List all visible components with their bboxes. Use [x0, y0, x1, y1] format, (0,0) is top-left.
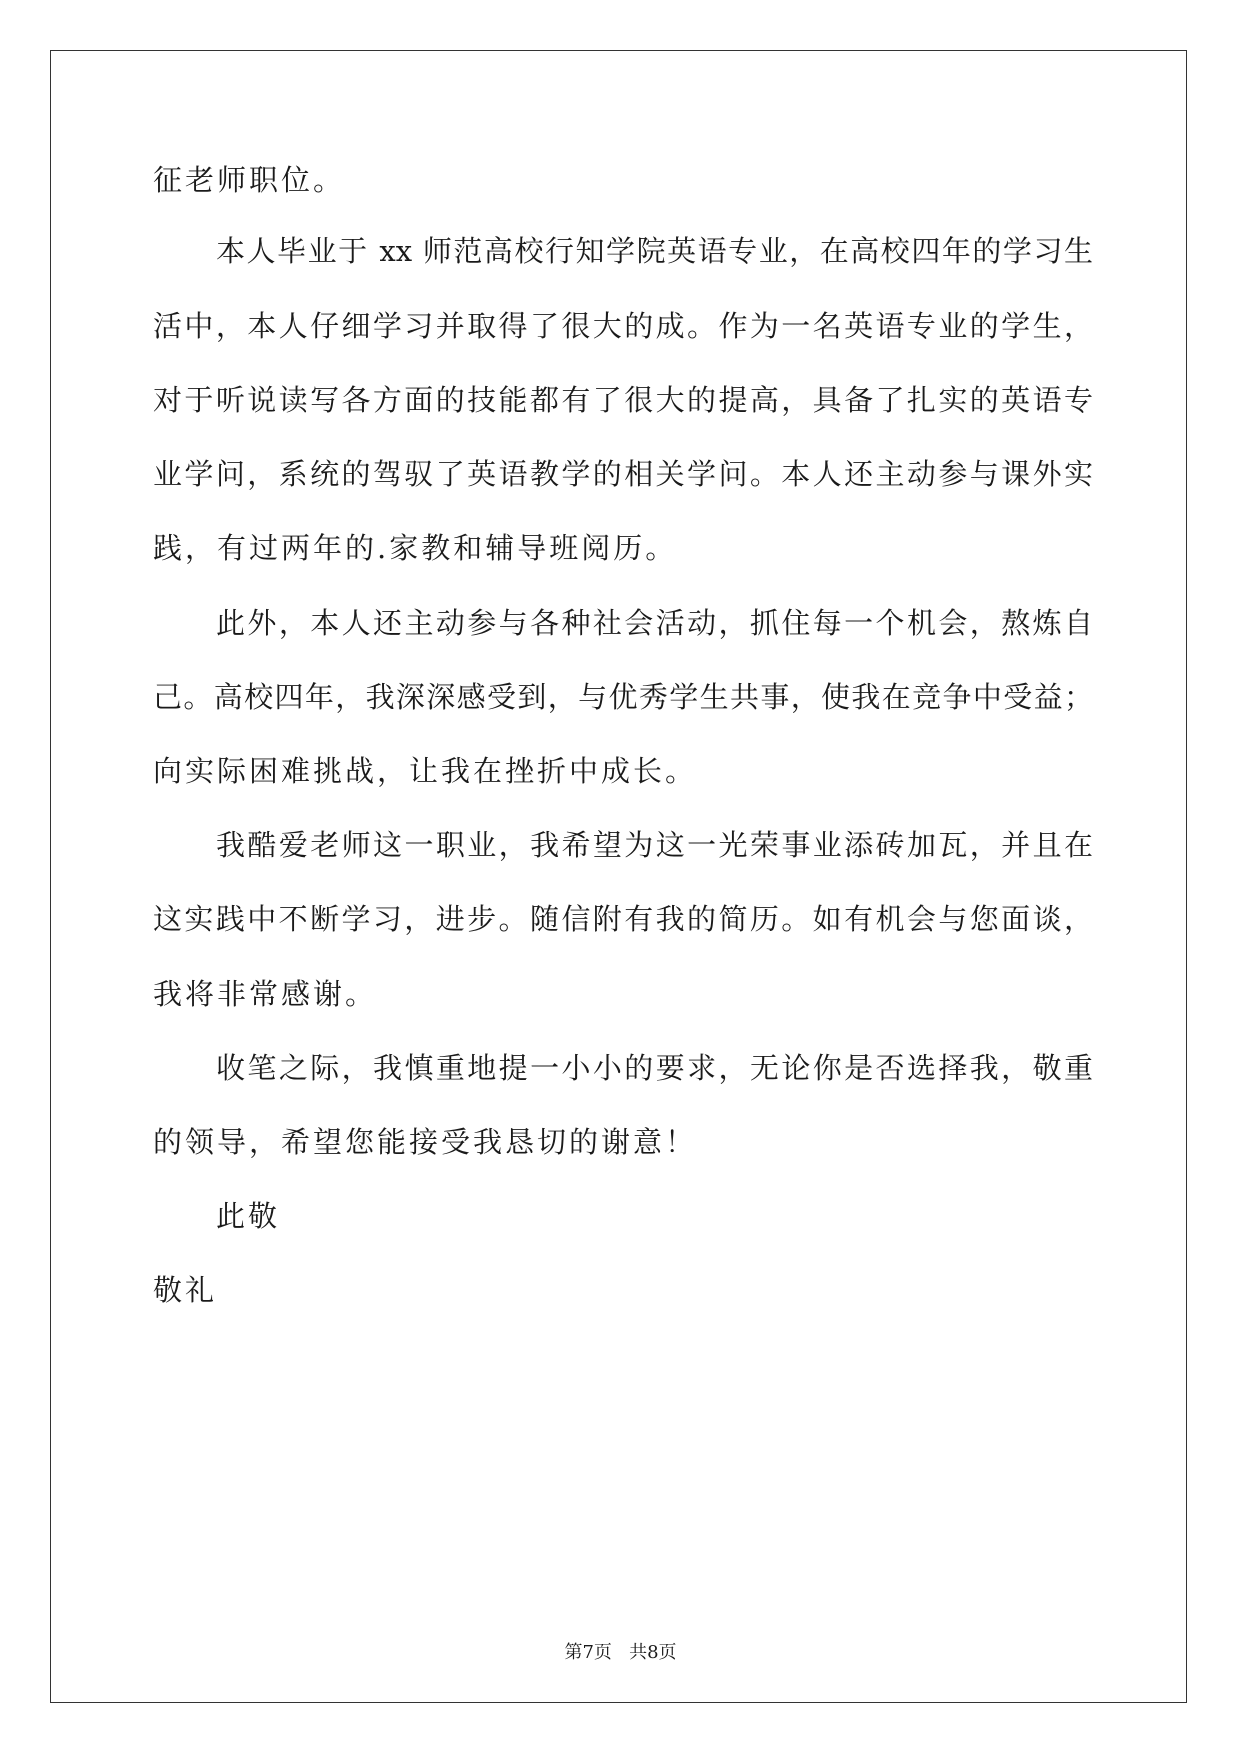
text-line: 本人毕业于 xx 师范高校行知学院英语专业，在高校四年的学习生 — [216, 234, 1093, 268]
text-line: 我酷爱老师这一职业，我希望为这一光荣事业添砖加瓦，并且在 — [216, 828, 1093, 862]
text-line: 征老师职位。 — [153, 163, 346, 197]
text-line: 己。高校四年，我深深感受到，与优秀学生共事，使我在竞争中受益； — [153, 680, 1093, 714]
text-line: 向实际困难挑战，让我在挫折中成长。 — [153, 754, 698, 788]
text-line: 我将非常感谢。 — [153, 977, 378, 1011]
page-border — [50, 50, 1187, 1703]
text-line: 践，有过两年的.家教和辅导班阅历。 — [153, 531, 678, 565]
text-line: 业学问，系统的驾驭了英语教学的相关学问。本人还主动参与课外实 — [153, 457, 1093, 491]
page-number: 第7页 共8页 — [564, 1642, 677, 1663]
text-line: 对于听说读写各方面的技能都有了很大的提高，具备了扎实的英语专 — [153, 383, 1093, 417]
text-line: 这实践中不断学习，进步。随信附有我的简历。如有机会与您面谈， — [153, 902, 1093, 936]
closing-regards: 敬礼 — [153, 1273, 218, 1307]
text-line: 活中，本人仔细学习并取得了很大的成。作为一名英语专业的学生， — [153, 309, 1093, 343]
text-line: 的领导，希望您能接受我恳切的谢意！ — [153, 1125, 698, 1159]
text-line: 收笔之际，我慎重地提一小小的要求，无论你是否选择我，敬重 — [216, 1051, 1093, 1085]
closing-salutation: 此敬 — [216, 1199, 281, 1233]
text-line: 此外，本人还主动参与各种社会活动，抓住每一个机会，熬炼自 — [216, 606, 1093, 640]
